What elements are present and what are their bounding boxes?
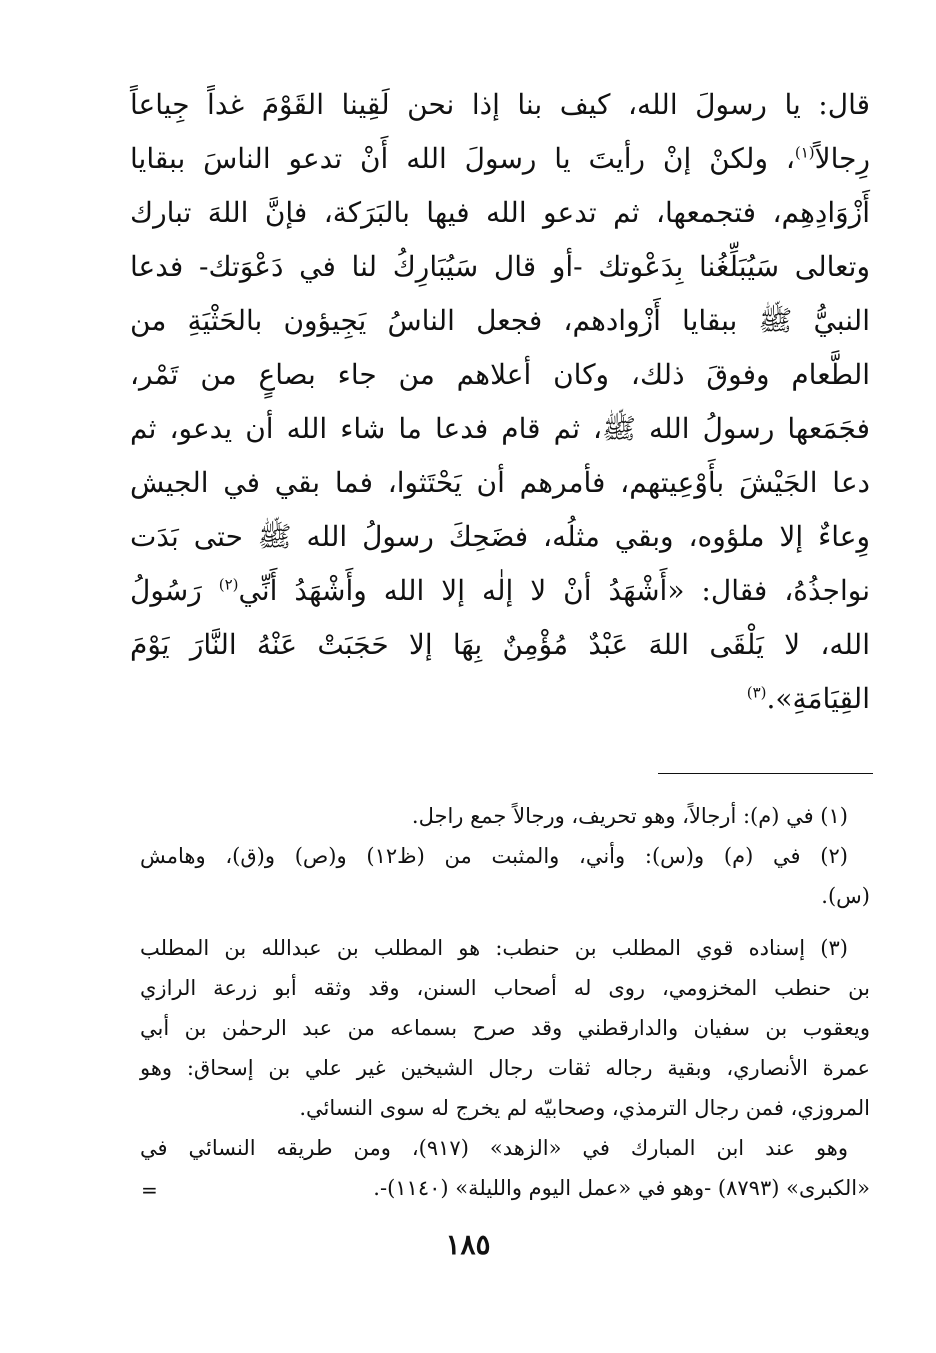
main-text [130, 78, 870, 726]
main-line-6: الطَّعام وفوقَ ذلك، وكان أعلاهم من جاء بصاعٍ من تَمْر، [130, 358, 870, 391]
footnote-2-line-2: (س). [821, 884, 870, 908]
footnote-ref-1-inline: (١) [794, 143, 815, 162]
footnote-3-line-4: عمرة الأنصاري، وبقية رجاله ثقات رجال الشيخين غير علي بن إسحاق: وهو [140, 1056, 870, 1080]
page-number: ١٨٥ [445, 1228, 491, 1261]
main-line-1: قال: يا رسولَ الله، كيف بنا إذا نحن لَقِينا القَوْمَ غداً جِياعاً [130, 88, 870, 121]
main-line-2 [130, 132, 870, 186]
footnote-ref-3: (٣) [746, 683, 767, 702]
footnote-separator [658, 773, 873, 774]
main-line-7: فجَمَعها رسولُ الله ﷺ، ثم قام فدعا ما شاء الله أن يدعو، ثم [130, 412, 870, 445]
main-line-10: نواجذُهُ، فقال: «أَشْهَدُ أنْ لا إلٰه إلا الله وأَشْهَدُ أَنِّي$^{(٢)}$ رَسُولُ [130, 574, 870, 607]
footnote-3-line-6: وهو عند ابن المبارك في «الزهد» (٩١٧)، ومن طريقه النسائي في [140, 1136, 849, 1160]
main-line-3: أَزْوَادِهِم، فتجمعها، ثم تدعو الله فيها بالبَرَكة، فإنَّ اللهَ تبارك [130, 196, 870, 229]
footnote-3-line-1: (٣) إسناده قوي المطلب بن حنطب: هو المطلب بن عبدالله بن المطلب [140, 936, 848, 960]
main-line-12 [130, 672, 870, 726]
main-line-4: وتعالى سَيُبَلِّغُنا بِدَعْوتك -أو قال سَيُبَارِكُ لنا في دَعْوَتك- فدعا [130, 250, 870, 283]
main-line-12-text: القِيَامَةِ». [766, 682, 870, 715]
footnote-3-line-3: ويعقوب بن سفيان والدارقطني وقد صرح بسماعه من عبد الرحمٰن بن أبي [140, 1016, 870, 1040]
footnote-3-line-5: المروزي، فمن رجال الترمذي، وصحابيّه لم يخرج له سوى النسائي. [299, 1096, 870, 1120]
footnotes [140, 796, 870, 1208]
main-line-5: النبيُّ ﷺ ببقايا أَزْوادهم، فجعل الناسُ يَجِيؤون بالحَثْيَةِ من [130, 304, 870, 337]
footnote-2-line-1: (٢) في (م) و(س): وأني، والمثبت من (ظ١٢) و(ص) و(ق)، وهامش [140, 844, 848, 868]
main-line-2-text: رِجالاً$^{(١)}$، ولكنْ إنْ رأيتَ يا رسولَ الله أَنْ تدعو الناسَ ببقايا [130, 142, 870, 175]
footnote-ref-2-inline: (٢) [218, 575, 239, 594]
footnote-3-line-2: بن حنطب المخزومي، روى له أصحاب السنن، وقد وثقه أبو زرعة الرازي [140, 976, 870, 1000]
main-line-11: الله، لا يَلْقَى اللهَ عَبْدٌ مُؤْمِنٌ بِهَا إلا حَجَبَتْ عَنْهُ النَّارَ يَوْمَ [130, 628, 870, 661]
footnote-1: (١) في (م): أرجالاً، وهو تحريف، ورجالاً جمع راجل. [411, 804, 848, 828]
main-line-9: وِعاءٌ إلا ملؤوه، وبقي مثلُه، فضَحِكَ رسولُ الله ﷺ حتى بَدَت [130, 520, 870, 553]
footnote-3-line-7: «الكبرى» (٨٧٩٣) -وهو في «عمل اليوم والليلة» (١١٤٠)-. [373, 1176, 870, 1200]
continuation-mark: = [141, 1178, 158, 1202]
main-line-8: دعا الجَيْشَ بأَوْعِيتهم، فأمرهم أن يَحْتَثوا، فما بقي في الجيش [130, 466, 870, 499]
